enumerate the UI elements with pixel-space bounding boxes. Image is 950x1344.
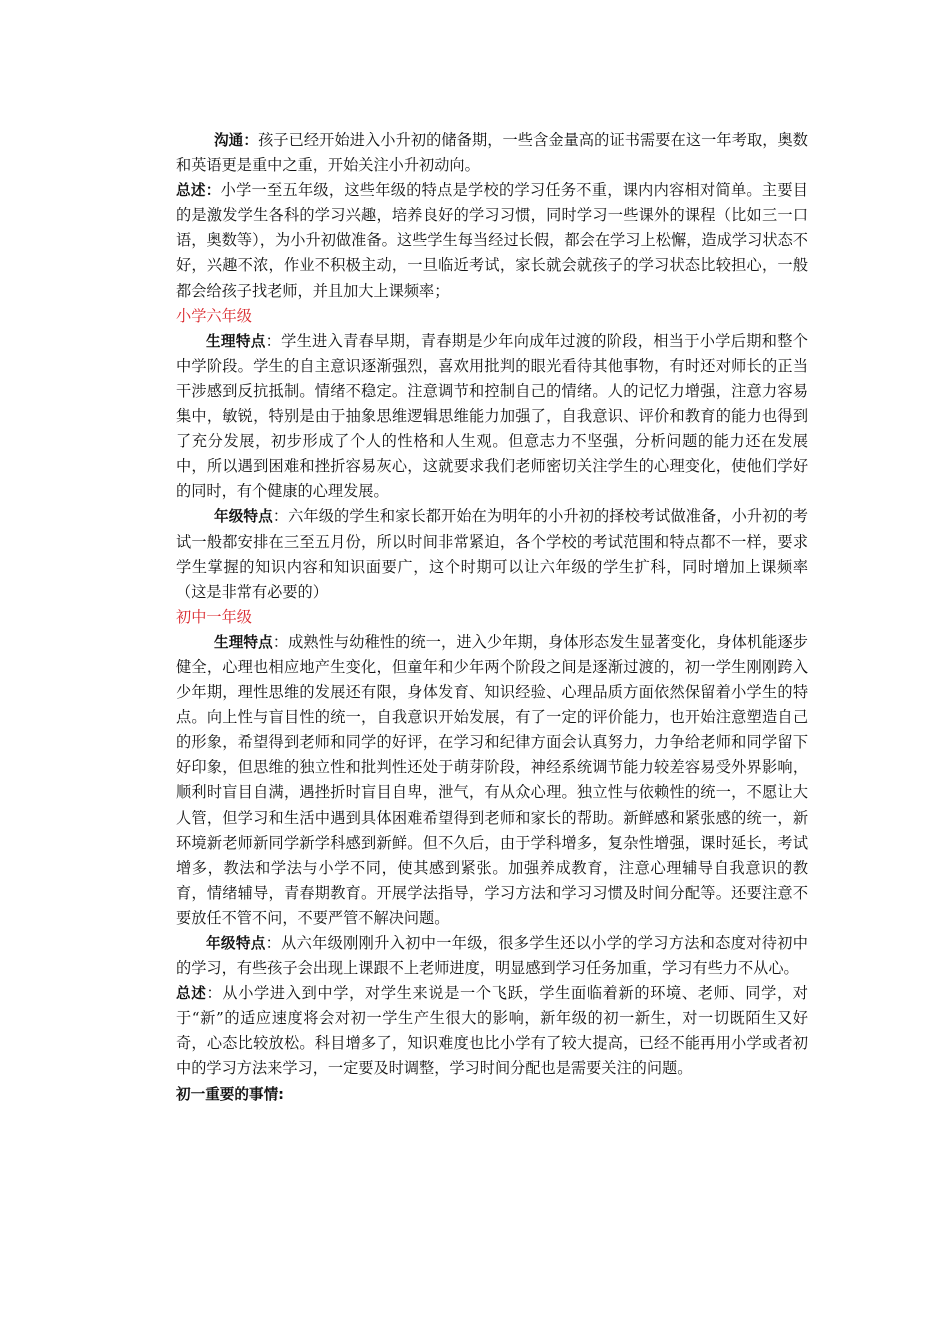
paragraph-summary-junior1 [176,981,808,1081]
text-summary-primary: 小学一至五年级，这些年级的特点是学校的学习任务不重，课内内容相对简单。主要目的是激发学生各科的学习兴趣，培养良好的学习习惯，同时学习一些课外的课程（比如三一口语，奥数等），为小升初做准备。这些学生每当经过长假，都会在学习上松懈，造成学习状态不好，兴趣不浓，作业不积极主动，一旦临近考试，家长就会就孩子的学习状态比较担心，一般都会给孩子找老师，并且加大上课频率； [176,181,808,300]
paragraph-grade6-physiology [176,329,808,505]
label-communication: 沟通： [214,132,259,149]
text-junior1-features: ：从六年级刚刚升入初中一年级，很多学生还以小学的学习方法和态度对待初中的学习，有些孩子会出现上课跟不上老师进度，明显感到学习任务加重，学习有些力不从心。 [176,934,808,978]
label-summary: 总述 [176,985,207,1003]
paragraph-junior1-features [176,931,808,981]
label-grade-features: 年级特点 [206,935,266,952]
label-physiology: 生理特点 [214,633,273,651]
paragraph-junior1-physiology [176,630,808,931]
paragraph-communication [176,128,808,178]
text-grade6-physiology: ：学生进入青春早期，青春期是少年向成年过渡的阶段，相当于小学后期和整个中学阶段。学生的自主意识逐渐强烈，喜欢用批判的眼光看待其他事物，有时还对师长的正当干涉感到反抗抵制。情绪不稳定。注意调节和控制自己的情绪。人的记忆力增强，注意力容易集中，敏锐，特别是由于抽象思维逻辑思维能力加强了，自我意识、评价和教育的能力也得到了充分发展，初步形成了个人的性格和人生观。但意志力不坚强，分析问题的能力还在发展中，所以遇到困难和挫折容易灰心，这就要求我们老师密切关注学生的心理变化，使他们学好的同时，有个健康的心理发展。 [176,331,808,501]
paragraph-important-things [176,1082,808,1107]
heading-grade6: 小学六年级 [176,306,252,325]
text-grade6-features: ：六年级的学生和家长都开始在为明年的小升初的择校考试做准备，小升初的考试一般都安排在三至五月份，所以时间非常紧迫，各个学校的考试范围和特点都不一样，要求学生掌握的知识内容和知识面要广，这个时期可以让六年级的学生扩科，同时增加上课频率（这是非常有必要的） [176,507,808,601]
label-summary: 总述： [176,182,221,200]
label-important-things: 初一重要的事情: [176,1085,284,1103]
label-grade-features: 年级特点 [214,508,273,526]
paragraph-summary-primary [176,178,808,303]
text-summary-junior1: ：从小学进入到中学，对学生来说是一个飞跃，学生面临着新的环境、老师、同学，对于“新”的适应速度将会对初一学生产生很大的影响，新年级的初一新生，对一切既陌生又好奇，心态比较放松。科目增多了，知识难度也比小学有了较大提高，已经不能再用小学或者初中的学习方法来学习，一定要及时调整，学习时间分配也是需要关注的问题。 [176,984,808,1078]
label-physiology: 生理特点 [206,332,266,350]
document-body [176,128,808,1107]
paragraph-grade6-features [176,504,808,604]
text-junior1-physiology: ：成熟性与幼稚性的统一，进入少年期，身体形态发生显著变化，身体机能逐步健全，心理也相应地产生变化，但童年和少年两个阶段之间是逐渐过渡的，初一学生刚刚跨入少年期，理性思维的发展还有限，身体发育、知识经验、心理品质方面依然保留着小学生的特点。向上性与盲目性的统一，自我意识开始发展，有了一定的评价能力，也开始注意塑造自己的形象，希望得到老师和同学的好评，在学习和纪律方面会认真努力，力争给老师和同学留下好印象，但思维的独立性和批判性还处于萌芽阶段，神经系统调节能力较差容易受外界影响，顺利时盲目自满，遇挫折时盲目自卑，泄气，有从众心理。独立性与依赖性的统一，不愿让大人管，但学习和生活中遇到具体困难希望得到老师和家长的帮助。新鲜感和紧张感的统一，新环境新老师新同学新学科感到新鲜。但不久后，由于学科增多，复杂性增强，课时延长，考试增多，教法和学法与小学不同，使其感到紧张。加强养成教育，注意心理辅导自我意识的教育，情绪辅导，青春期教育。开展学法指导，学习方法和学习习惯及时间分配等。还要注意不要放任不管不问，不要严管不解决问题。 [176,632,808,927]
heading-junior1: 初中一年级 [176,607,252,626]
text-communication: 孩子已经开始进入小升初的储备期，一些含金量高的证书需要在这一年考取，奥数和英语更是重中之重，开始关注小升初动向。 [176,131,808,175]
